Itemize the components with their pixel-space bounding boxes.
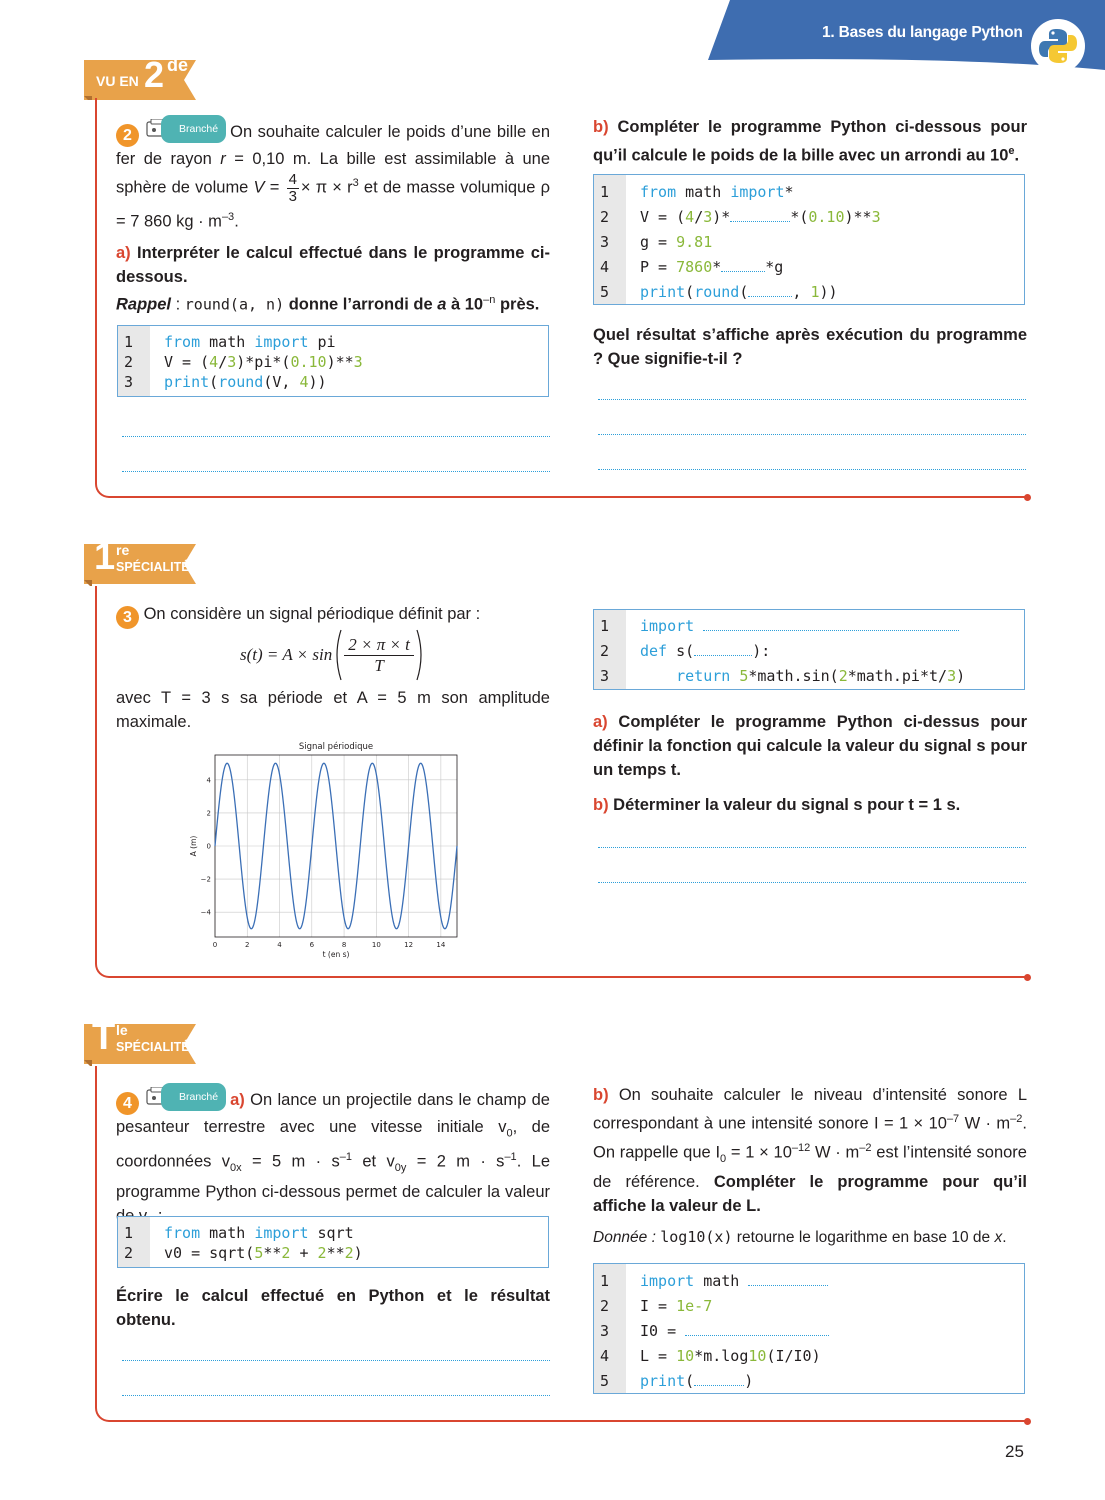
ribbon-level: 1 xyxy=(94,536,116,578)
fill-in-blank[interactable] xyxy=(748,1274,828,1286)
code-line-number: 4 xyxy=(600,1347,610,1365)
ex4-donnee: Donnée : log10(x) retourne le logarithme en base 10 de x. xyxy=(593,1228,1007,1246)
chart-ytick-label: 0 xyxy=(206,842,211,851)
python-logo-icon xyxy=(1030,18,1086,74)
chart-ylabel: A (m) xyxy=(189,835,198,857)
code-block-ex4b xyxy=(593,1263,1025,1394)
code-block-ex3 xyxy=(593,609,1025,690)
chart-xtick-label: 6 xyxy=(309,941,315,949)
code-line: from math import* xyxy=(640,183,794,201)
answer-line[interactable] xyxy=(122,1360,550,1361)
code-line: return 5*math.sin(2*math.pi*t/3) xyxy=(676,667,966,685)
answer-line[interactable] xyxy=(122,471,550,472)
answer-line[interactable] xyxy=(598,399,1026,400)
chapter-title: 1. Bases du langage Python xyxy=(822,24,1023,41)
code-line: V = (4/3)* *(0.10)**3 xyxy=(640,208,881,226)
code-line: print( ) xyxy=(640,1372,754,1390)
code-line-number: 2 xyxy=(600,208,610,226)
exercise-number: 2 xyxy=(116,124,139,147)
exercise-number: 3 xyxy=(116,606,139,629)
ex3-question-b: b) Déterminer la valeur du signal s pour t = 1 s. xyxy=(593,796,961,814)
answer-line[interactable] xyxy=(598,882,1026,883)
code-line-number: 3 xyxy=(600,667,610,685)
code-line: from math import sqrt xyxy=(164,1224,354,1242)
ex2-question-b: b) Compléter le programme Python ci-dessous pour qu’il calcule le poids de la bille avec un arrondi au 10e. xyxy=(593,118,1027,165)
ex4-write-question: Écrire le calcul effectué en Python et le résultat obtenu. xyxy=(116,1287,550,1329)
signal-chart xyxy=(185,738,465,960)
fill-in-blank[interactable] xyxy=(685,1324,829,1336)
branche-badge: Branché xyxy=(145,115,226,143)
code-block-ex2a xyxy=(117,325,549,397)
level-ribbon-terminale xyxy=(84,1016,210,1066)
code-line-number: 1 xyxy=(124,333,134,351)
code-line-number: 1 xyxy=(124,1224,134,1242)
code-line-number: 3 xyxy=(600,1322,610,1340)
fill-in-blank[interactable] xyxy=(730,210,790,222)
ribbon-level-sup: de xyxy=(167,55,189,75)
code-line-number: 3 xyxy=(124,373,134,391)
ribbon-prefix: VU EN xyxy=(96,73,139,89)
code-line: print(round( , 1)) xyxy=(640,283,838,301)
code-line: P = 7860* *g xyxy=(640,258,784,276)
level-ribbon-seconde xyxy=(84,56,210,100)
code-line-number: 2 xyxy=(124,353,134,371)
ex2-question-a: a) Interpréter le calcul effectué dans le programme ci-dessous. xyxy=(116,244,550,286)
chart-xlabel: t (en s) xyxy=(322,950,350,959)
code-line: print(round(V, 4)) xyxy=(164,373,327,391)
level-ribbon-premiere xyxy=(84,536,210,586)
chart-ytick-label: −4 xyxy=(200,908,211,917)
ribbon-specialite: SPÉCIALITÉ xyxy=(116,1040,190,1054)
code-line: g = 9.81 xyxy=(640,233,713,251)
answer-line[interactable] xyxy=(598,847,1026,848)
chart-xtick-label: 2 xyxy=(245,941,250,949)
code-gutter xyxy=(594,1264,626,1393)
code-block-ex2b xyxy=(593,174,1025,305)
code-line-number: 2 xyxy=(124,1244,134,1262)
code-line-number: 2 xyxy=(600,642,610,660)
code-line-number: 1 xyxy=(600,617,610,635)
chart-xtick-label: 0 xyxy=(212,941,218,949)
code-line: v0 = sqrt(5**2 + 2**2) xyxy=(164,1244,363,1262)
ex4-question-b: b) On souhaite calculer le niveau d’intensité sonore L correspondant à une intensité sonore $I = 1 \times 10^{-7}$ $W \cdot m^{-2}$. On rappelle que $I_0 = 1 \times 10^{-12}$ $W \cdot m^{-2}$ est l’intensité sonore de référence. Compléter le programme pour qu’il affiche la valeur de L. xyxy=(593,1086,1027,1216)
code-line: I = 1e-7 xyxy=(640,1297,713,1315)
code-line-number: 2 xyxy=(600,1297,610,1315)
ex2-rappel: Rappel : round(a, n) donne l’arrondi de a à $10^{-n}$ près. xyxy=(116,294,540,314)
code-line: import math xyxy=(640,1269,828,1294)
chart-ytick-label: 2 xyxy=(206,809,211,818)
code-line: I0 = xyxy=(640,1319,829,1344)
chart-ticks xyxy=(201,776,446,949)
ribbon-level-sup: re xyxy=(116,542,130,558)
fill-in-blank[interactable] xyxy=(748,285,792,297)
fill-in-blank[interactable] xyxy=(694,1374,744,1386)
ex3-question-a: a) Compléter le programme Python ci-dessus pour définir la fonction qui calcule la valeur du signal s pour un temps t. xyxy=(593,713,1027,779)
chart-xtick-label: 8 xyxy=(341,941,347,949)
ex4-question-a: 4 Branché a) On lance un projectile dans le champ de pesanteur terrestre avec une vitesse initiale $v_0$, de coordonnées $v_{0x} = 5$ $m \cdot s^{-1}$ et $v_{0y} = 2$ $m \cdot s^{-1}$. Le programme Python ci-dessous permet de calculer la valeur xyxy=(116,1083,550,1234)
ribbon-level: 2 xyxy=(144,54,165,95)
code-line-number: 3 xyxy=(600,233,610,251)
code-line-number: 4 xyxy=(600,258,610,276)
code-gutter xyxy=(594,175,626,304)
ex3-avec: avec T = 3 s sa période et A = 5 m son amplitude maximale. xyxy=(116,689,550,731)
chart-xtick-label: 14 xyxy=(436,941,446,949)
code-line-number: 5 xyxy=(600,283,610,301)
ribbon-level-sup: le xyxy=(116,1022,128,1038)
code-line: import xyxy=(640,614,959,639)
branche-badge: Branché xyxy=(145,1083,226,1111)
ex2-intro: 2 Branché On souhaite calculer le poids d’une bille en fer de rayon r = 0,10 m. La bille est assimilable à une sphère de volume V = $\frac{4}{3}$ × $\pi \times r^3$ et de masse volumique ρ = 7 860 kg · $m^{-3}$. xyxy=(116,115,550,233)
code-line: V = (4/3)*pi*(0.10)**3 xyxy=(164,353,363,371)
code-block-ex4a xyxy=(117,1216,549,1268)
fill-in-blank[interactable] xyxy=(694,644,752,656)
chart-title: Signal périodique xyxy=(298,742,374,752)
answer-line[interactable] xyxy=(122,436,550,437)
code-gutter xyxy=(118,1217,150,1267)
answer-line[interactable] xyxy=(122,1395,550,1396)
page-number: 25 xyxy=(1005,1442,1024,1461)
exercise-number: 4 xyxy=(116,1092,139,1115)
signal-formula: s(t) = A × sin 2 × π × t T xyxy=(240,628,426,682)
chart-xtick-label: 12 xyxy=(404,941,414,949)
answer-line[interactable] xyxy=(598,469,1026,470)
chart-ytick-label: −2 xyxy=(200,875,211,884)
code-gutter xyxy=(594,610,626,689)
fill-in-blank[interactable] xyxy=(721,260,765,272)
code-line: from math import pi xyxy=(164,333,336,351)
code-line: def s( ): xyxy=(640,642,771,660)
chart-ytick-label: 4 xyxy=(206,776,211,785)
code-line: L = 10*m.log10(I/I0) xyxy=(640,1347,821,1365)
code-line-number: 1 xyxy=(600,1272,610,1290)
code-line-number: 5 xyxy=(600,1372,610,1390)
ex3-intro: 3 On considère un signal périodique définit par : xyxy=(116,602,550,629)
ribbon-specialite: SPÉCIALITÉ xyxy=(116,560,190,574)
code-gutter xyxy=(118,326,150,396)
chart-xtick-label: 4 xyxy=(277,941,282,949)
answer-line[interactable] xyxy=(598,434,1026,435)
chart-xtick-label: 10 xyxy=(371,941,381,949)
code-line-number: 1 xyxy=(600,183,610,201)
ribbon-level: T xyxy=(92,1016,116,1058)
fill-in-blank[interactable] xyxy=(703,619,959,631)
ex2-question-result: Quel résultat s’affiche après exécution du programme ? Que signifie-t-il ? xyxy=(593,326,1027,368)
